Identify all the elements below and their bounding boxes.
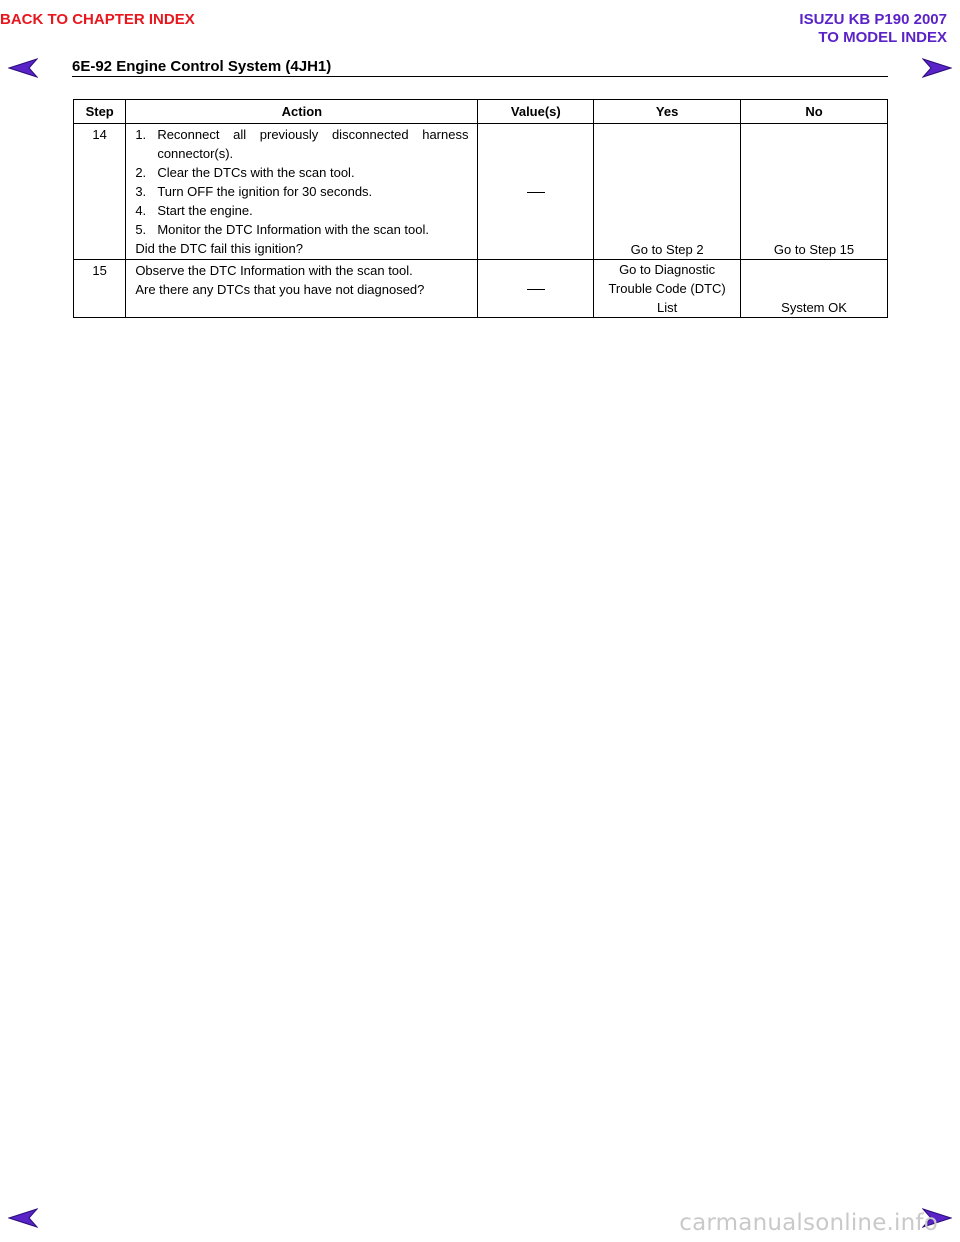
yes-cell: Go to Diagnostic Trouble Code (DTC) List <box>594 260 741 318</box>
to-model-index-link[interactable]: TO MODEL INDEX <box>818 29 947 46</box>
no-cell: Go to Step 15 <box>741 124 888 260</box>
diagnostic-procedure-table <box>73 99 888 318</box>
list-item: 2. Clear the DTCs with the scan tool. <box>135 165 355 180</box>
page-header: 6E-92 Engine Control System (4JH1) <box>72 58 332 75</box>
header-action: Action <box>126 100 478 124</box>
model-title-link[interactable]: ISUZU KB P190 2007 <box>799 11 947 28</box>
action-question: Did the DTC fail this ignition? <box>135 241 303 256</box>
previous-page-arrow-icon[interactable] <box>8 1207 38 1229</box>
value-cell <box>478 260 594 318</box>
action-steps-list <box>135 125 468 239</box>
header-values: Value(s) <box>478 100 594 124</box>
table-row <box>74 124 888 260</box>
step-number: 14 <box>74 124 126 260</box>
table-row <box>74 260 888 318</box>
action-question: Are there any DTCs that you have not diagnosed? <box>135 282 425 297</box>
no-cell: System OK <box>741 260 888 318</box>
value-cell <box>478 124 594 260</box>
yes-cell: Go to Step 2 <box>594 124 741 260</box>
dash-placeholder <box>527 289 545 290</box>
header-yes: Yes <box>594 100 741 124</box>
list-item: 3. Turn OFF the ignition for 30 seconds. <box>135 184 373 199</box>
watermark: carmanualsonline.info <box>679 1210 938 1236</box>
action-line: Observe the DTC Information with the scan tool. <box>135 263 413 278</box>
dash-placeholder <box>527 192 545 193</box>
header-no: No <box>741 100 888 124</box>
list-item: 5. Monitor the DTC Information with the scan tool. <box>135 222 429 237</box>
header-rule <box>72 76 888 77</box>
list-item: 1. Reconnect all previously disconnected harness connector(s). <box>135 127 469 161</box>
next-page-arrow-icon[interactable] <box>922 57 952 79</box>
list-item: 4. Start the engine. <box>135 203 253 218</box>
step-number: 15 <box>74 260 126 318</box>
header-step: Step <box>74 100 126 124</box>
previous-page-arrow-icon[interactable] <box>8 57 38 79</box>
action-cell <box>126 124 478 260</box>
action-cell <box>126 260 478 318</box>
back-to-chapter-index-link[interactable]: BACK TO CHAPTER INDEX <box>0 11 195 28</box>
table-header-row <box>74 100 888 124</box>
